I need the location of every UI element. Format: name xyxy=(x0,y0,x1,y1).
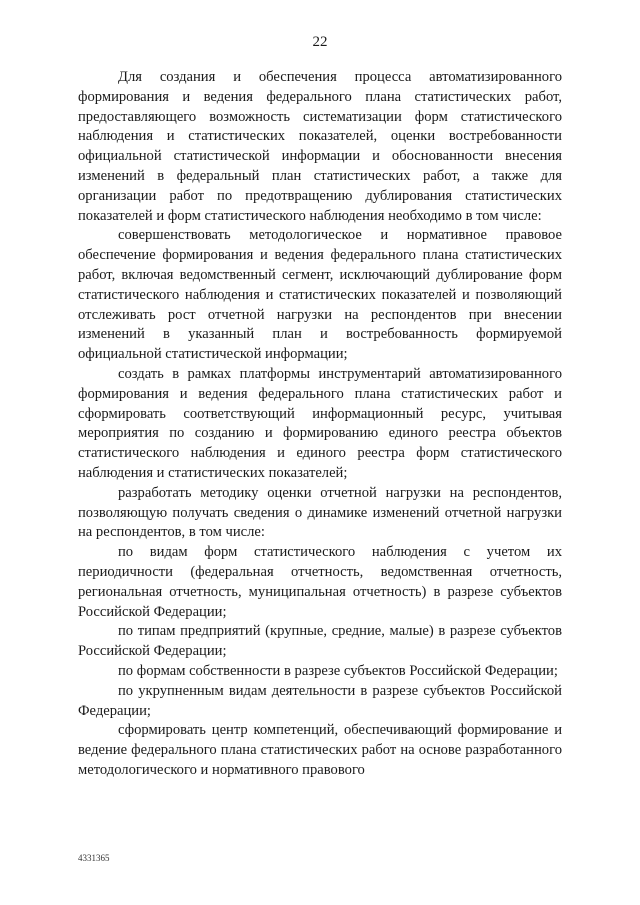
paragraph-by-form-types: по видам форм статистического наблюдения с учетом их периодичности (федеральная отчетность, ведомственная отчетность, региональная отчетность, муниципальная отчетность) в разрезе субъектов Российской Федерации; xyxy=(78,544,562,620)
document-code: 4331365 xyxy=(78,853,110,863)
paragraph-create-tooling: создать в рамках платформы инструментарий автоматизированного формирования и ведения федерального плана статистических работ и сформировать соответствующий информационный ресурс, учитывая мероприятия по созданию и формированию единого реестра объектов статистического наблюдения и единого реестра форм статистического наблюдения и статистических показателей; xyxy=(78,365,562,481)
document-body xyxy=(78,68,562,781)
paragraph-improve-methodology: совершенствовать методологическое и нормативное правовое обеспечение формирования и ведения федерального плана статистических работ, включая ведомственный сегмент, исключающий дублирование форм статистического наблюдения и статистических показателей и позволяющий отслеживать рост отчетной нагрузки на респондентов при внесении изменений в указанный план и востребованность формируемой официальной статистической информации; xyxy=(78,227,562,363)
paragraph-by-enterprise-types: по типам предприятий (крупные, средние, малые) в разрезе субъектов Российской Федерации; xyxy=(78,623,562,660)
paragraph-by-activity: по укрупненным видам деятельности в разрезе субъектов Российской Федерации; xyxy=(78,682,562,719)
paragraph-competence-center: сформировать центр компетенций, обеспечивающий формирование и ведение федерального плана статистических работ на основе разработанного методологического и нормативного правового xyxy=(78,722,562,778)
page-number: 22 xyxy=(312,34,328,50)
paragraph-intro: Для создания и обеспечения процесса автоматизированного формирования и ведения федерального плана статистических работ, предоставляющего возможность систематизации форм статистического наблюдения и статистических показателей, оценки востребованности официальной статистической информации и обоснованности внесения изменений в федеральный план статистических работ, а также для организации работ по предотвращению дублирования статистических показателей и форм статистического наблюдения необходимо в том числе: xyxy=(78,69,562,224)
paragraph-develop-method: разработать методику оценки отчетной нагрузки на респондентов, позволяющую получать сведения о динамике изменений отчетной нагрузки на респондентов, в том числе: xyxy=(78,484,562,541)
paragraph-by-ownership: по формам собственности в разрезе субъектов Российской Федерации; xyxy=(118,662,558,679)
